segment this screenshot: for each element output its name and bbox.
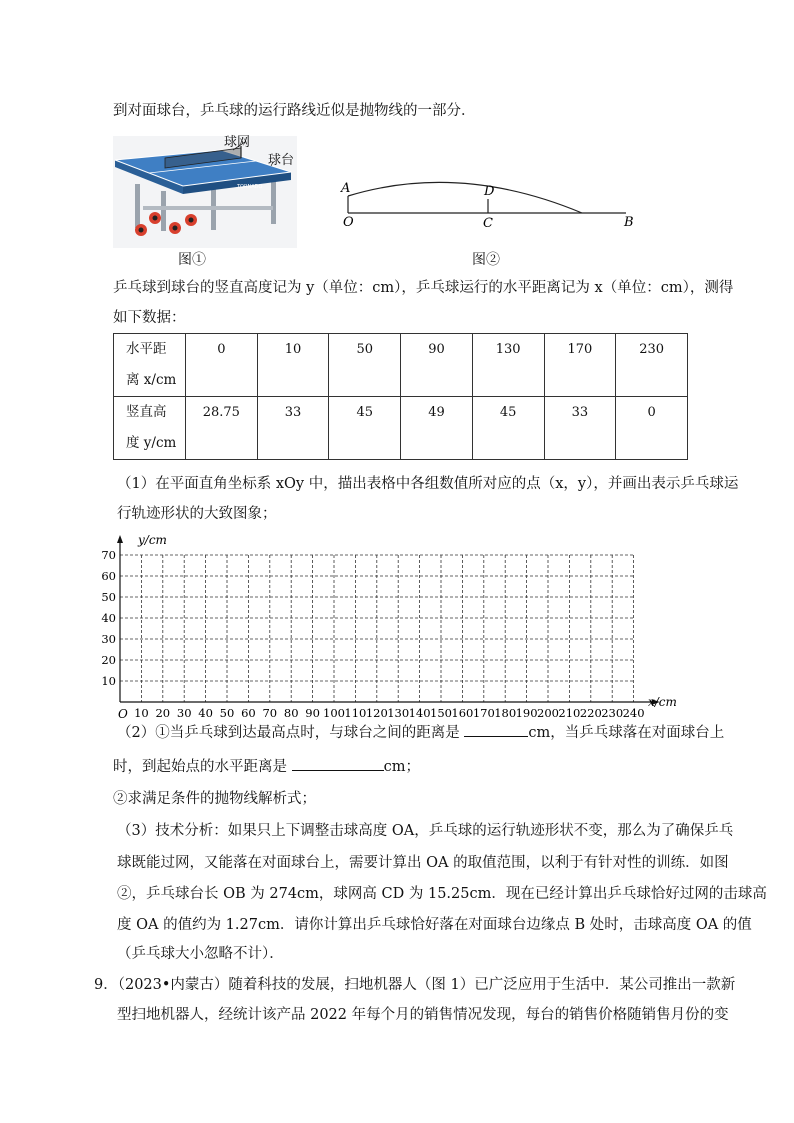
point-C-label: C [483, 216, 493, 231]
y-axis-arrow-icon [117, 535, 123, 543]
y-tick-label: 50 [101, 590, 116, 604]
x-tick-label: 30 [176, 706, 192, 720]
y-tick-label: 10 [101, 674, 116, 688]
x-tick-label: 140 [408, 706, 431, 720]
answer-blank-distance[interactable] [292, 756, 384, 771]
table-cell: 90 [401, 334, 473, 397]
x-tick-label: 60 [241, 706, 256, 720]
q1-line2: 行轨迹形状的大致图象； [117, 506, 277, 522]
x-tick-label: 220 [579, 706, 602, 720]
figure-1-caption: 图① [178, 252, 206, 268]
trajectory-curve [348, 182, 582, 213]
x-axis-label: x/cm [648, 695, 677, 709]
answer-blank-max-height[interactable] [464, 722, 528, 737]
x-tick-label: 120 [365, 706, 388, 720]
table-cell: 170 [544, 334, 616, 397]
table-row [114, 397, 688, 460]
x-tick-label: 200 [537, 706, 559, 720]
data-table [113, 333, 688, 460]
x-tick-label: 40 [198, 706, 213, 720]
q2-line1: （2）①当乒乓球到达最高点时，与球台之间的距离是 cm，当乒乓球落在对面球台上 [117, 722, 724, 743]
table-cell: 45 [472, 397, 544, 460]
q3-line2: 球既能过网，又能落在对面球台上，需要计算出 OA 的取值范围，以利于有针对性的训练．如图 [117, 855, 729, 871]
row2-header: 竖直高 度 y/cm [114, 397, 186, 460]
coordinate-grid [100, 528, 677, 724]
label-net: 球网 [224, 135, 251, 150]
table-cell: 50 [329, 334, 401, 397]
para1-line1: 乒乓球到球台的竖直高度记为 y（单位：cm），乒乓球运行的水平距离记为 x（单位：cm），测得 [113, 280, 734, 296]
x-tick-label: 90 [305, 706, 320, 720]
table-cell: 49 [401, 397, 473, 460]
x-tick-label: 50 [219, 706, 235, 720]
figure-2-caption: 图② [472, 252, 500, 268]
x-tick-label: 70 [262, 706, 278, 720]
table-cell: 230 [616, 334, 688, 397]
table-cell: 33 [257, 397, 329, 460]
x-tick-label: 10 [134, 706, 149, 720]
label-table: 球台 [268, 153, 295, 168]
table-cell: 45 [329, 397, 401, 460]
x-tick-label: 130 [387, 706, 410, 720]
point-B-label: B [624, 215, 634, 230]
table-cell: 33 [544, 397, 616, 460]
x-tick-label: 180 [494, 706, 517, 720]
y-tick-label: 20 [101, 653, 116, 667]
intro-text: 到对面球台，乒乓球的运行路线近似是抛物线的一部分． [113, 103, 476, 119]
q1-line1: （1）在平面直角坐标系 xOy 中，描出表格中各组数值所对应的点（x，y），并画出表示乒乓球运 [117, 476, 739, 492]
table-cell: 28.75 [186, 397, 258, 460]
point-O-label: O [343, 215, 354, 230]
origin-label: O [118, 707, 128, 721]
problem-9-line2: 型扫地机器人，经统计该产品 2022 年每个月的销售情况发现，每台的销售价格随销售月份的变 [117, 1007, 729, 1023]
x-tick-label: 170 [472, 706, 495, 720]
y-tick-label: 30 [101, 632, 116, 646]
y-tick-label: 70 [101, 548, 116, 562]
y-tick-label: 60 [101, 569, 116, 583]
table-cell: 10 [257, 334, 329, 397]
q3-line5: （乒乓球大小忽略不计）． [117, 946, 284, 962]
q3-line4: 度 OA 的值约为 1.27cm．请你计算出乒乓球恰好落在对面球台边缘点 B 处时，击球高度 OA 的值 [117, 917, 752, 933]
problem-9-line1: 9．（2023•内蒙古）随着科技的发展，扫地机器人（图 1）已广泛应用于生活中．某公司推出一款新 [94, 977, 736, 993]
table-cell: 0 [186, 334, 258, 397]
x-tick-label: 110 [344, 706, 367, 720]
q2-line2: 时，到起始点的水平距离是 cm； [113, 756, 420, 777]
x-tick-label: 20 [155, 706, 171, 720]
table-brand-text: TORNADO [237, 184, 263, 190]
q2-line3: ②求满足条件的抛物线解析式； [113, 791, 316, 807]
x-tick-label: 240 [622, 706, 645, 720]
x-tick-label: 150 [430, 706, 452, 720]
y-axis-label: y/cm [138, 533, 167, 547]
q3-line3: ②，乒乓球台长 OB 为 274cm，球网高 CD 为 15.25cm．现在已经计算出乒乓球恰好过网的击球高 [117, 886, 767, 902]
point-D-label: D [484, 184, 495, 199]
table-cell: 130 [472, 334, 544, 397]
point-A-label: A [341, 181, 351, 196]
row1-header: 水平距 离 x/cm [114, 334, 186, 397]
table-row [114, 334, 688, 397]
x-tick-label: 80 [283, 706, 299, 720]
x-tick-label: 210 [558, 706, 581, 720]
table-cell: 0 [616, 397, 688, 460]
x-tick-label: 100 [323, 706, 345, 720]
q3-line1: （3）技术分析：如果只上下调整击球高度 OA，乒乓球的运行轨迹形状不变，那么为了确保乒乓 [117, 823, 734, 839]
x-tick-label: 230 [601, 706, 624, 720]
y-tick-label: 40 [101, 611, 116, 625]
figure-2-trajectory-diagram [330, 168, 650, 230]
x-tick-label: 160 [451, 706, 474, 720]
x-tick-label: 190 [515, 706, 538, 720]
para1-line2: 如下数据： [113, 310, 186, 326]
